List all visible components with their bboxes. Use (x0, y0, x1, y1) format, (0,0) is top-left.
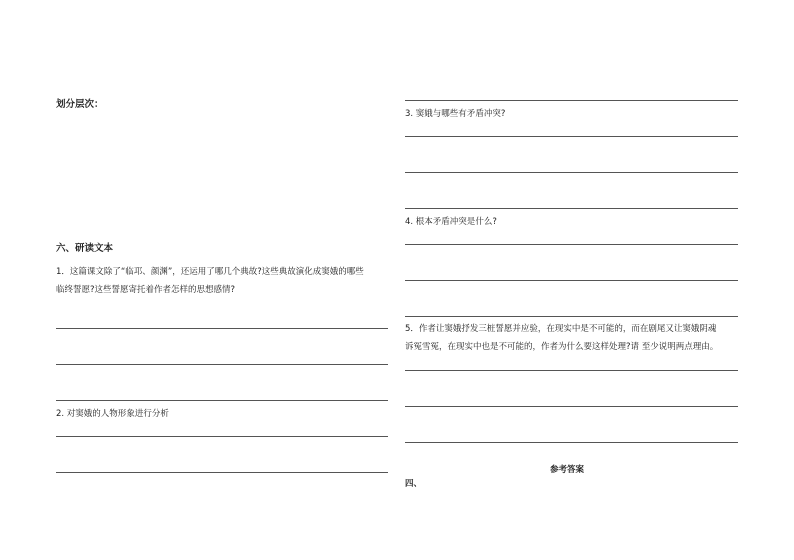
answer-line (405, 100, 738, 101)
question-1-line-2: 临终誓愿?这些誓愿寄托着作者怎样的思想感情? (56, 285, 236, 295)
answer-line (56, 436, 388, 437)
answer-line (405, 208, 738, 209)
answer-line (405, 406, 738, 407)
answer-line (56, 400, 388, 401)
answer-line (405, 442, 738, 443)
answer-line (405, 316, 738, 317)
answer-line (56, 328, 388, 329)
answer-line (56, 364, 388, 365)
question-5-line-2: 诉冤雪冤，在现实中也是不可能的，作者为什么要这样处理?请 至少说明两点理由。 (405, 342, 719, 352)
answer-line (405, 370, 738, 371)
question-4: 4. 根本矛盾冲突是什么? (405, 217, 497, 227)
section-divide-heading: 划分层次： (56, 99, 104, 110)
section-six-heading: 六、研读文本 (56, 243, 114, 254)
question-2: 2. 对窦娥的人物形象进行分析 (56, 409, 169, 419)
answer-line (405, 280, 738, 281)
answer-line (405, 244, 738, 245)
answer-line (405, 136, 738, 137)
answer-key-title: 参考答案 (550, 465, 585, 475)
question-3: 3. 窦娥与哪些有矛盾冲突? (405, 109, 506, 119)
answer-line (56, 472, 388, 473)
question-1-line-1: 1．这篇课文除了“临邛、颜渊”，还运用了哪几个典故?这些典故演化成窦娥的哪些 (56, 267, 364, 277)
question-5-line-1: 5．作者让窦娥抒发三桩誓愿并应验，在现实中是不可能的，而在剧尾又让窦娥阴魂 (405, 324, 717, 334)
answer-line (405, 172, 738, 173)
section-four-heading: 四、 (405, 479, 423, 489)
